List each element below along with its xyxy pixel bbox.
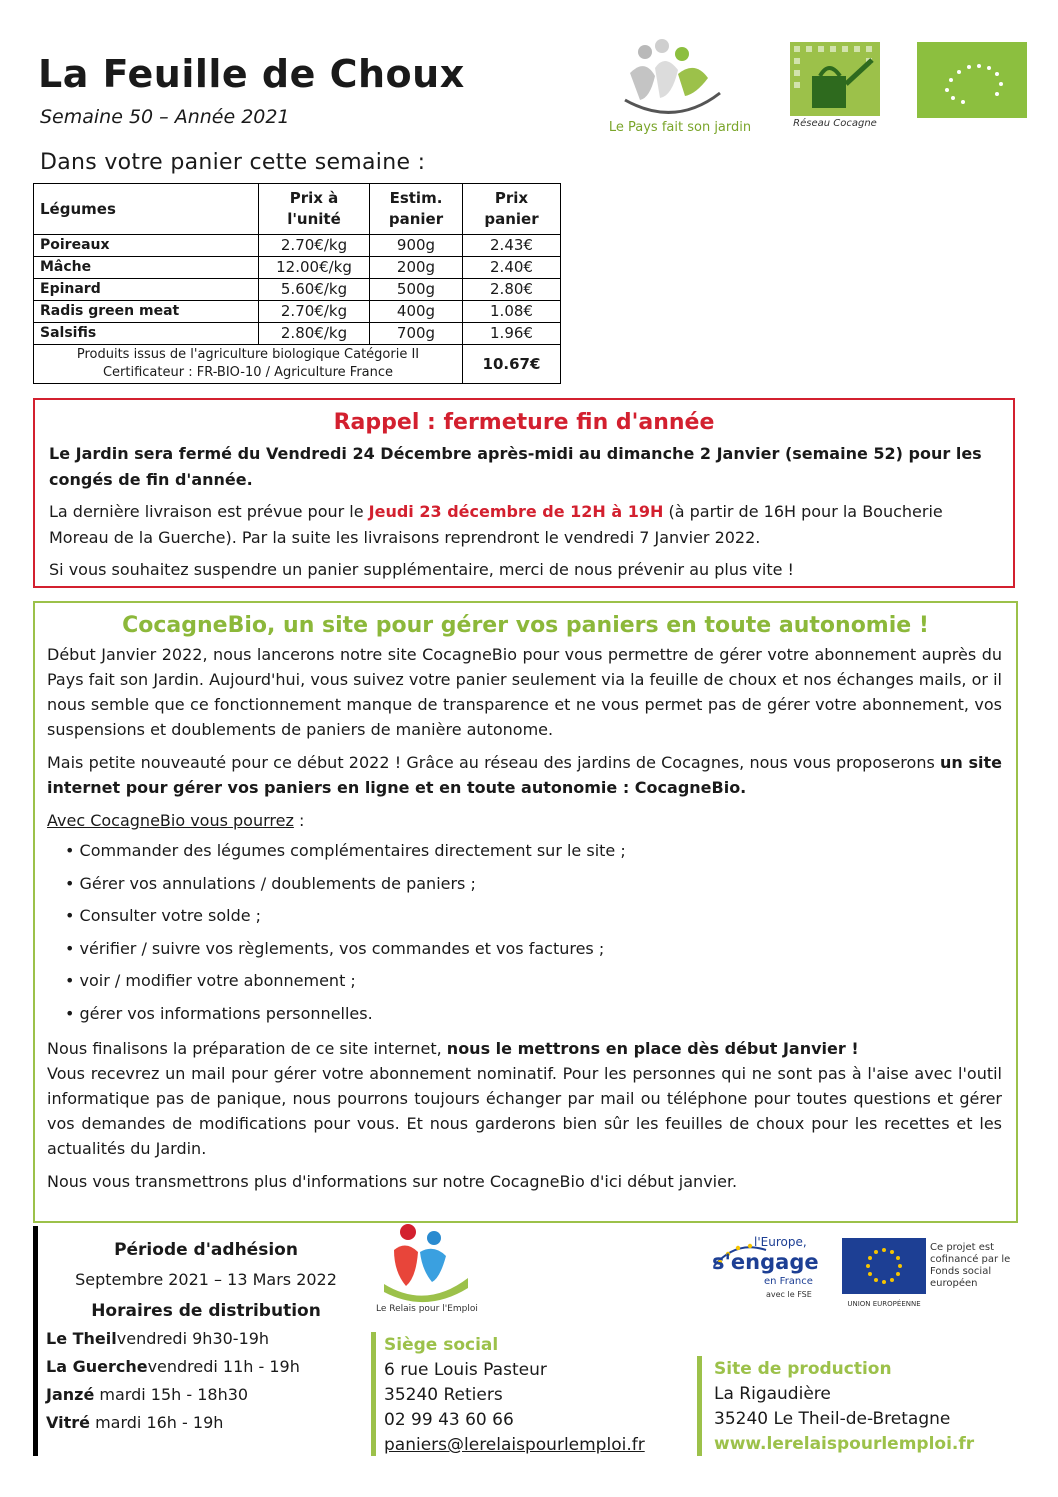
header-estimated-basket: Estim. panier [370, 184, 463, 235]
estimated-weight: 500g [370, 279, 463, 301]
reminder-title: Rappel : fermeture fin d'année [333, 410, 715, 435]
siege-phone: 02 99 43 60 66 [384, 1410, 514, 1430]
vegetable-name: Mâche [34, 257, 259, 279]
site-divider [697, 1356, 702, 1456]
people-figures-icon [376, 1222, 476, 1304]
cocagnebio-title: CocagneBio, un site pour gérer vos paniers en toute autonomie ! [122, 613, 929, 638]
list-item: • Consulter votre solde ; [65, 906, 262, 925]
table-header-row [34, 184, 561, 235]
features-list [65, 835, 1016, 1030]
gardener-figures-icon [600, 38, 760, 120]
list-item: • vérifier / suivre vos règlements, vos commandes et vos factures ; [65, 938, 605, 958]
organic-leaf-icon [917, 42, 1027, 118]
unit-price: 2.70€/kg [259, 301, 370, 323]
header-basket-price: Prix panier [463, 184, 561, 235]
list-item: • Commander des légumes complémentaires directement sur le site ; [65, 841, 626, 860]
vegetable-name: Epinard [34, 279, 259, 301]
list-item: • gérer vos informations personnelles. [65, 1003, 373, 1023]
eu-flag-logo [842, 1238, 926, 1308]
europe-text-1: l'Europe, [754, 1235, 807, 1249]
reminder-delivery-text: La dernière livraison est prévue pour le Jeudi 23 décembre de 12H à 19H (à partir de 16H pour la Boucherie Moreau de la Guerche). Par la suite les livraisons reprendront le vendredi 7 Janvier 2022. [49, 502, 943, 547]
certification-note: Produits issus de l'agriculture biologique Catégorie II Certificateur : FR-BIO-10 / Agriculture France [34, 345, 463, 384]
page-title: La Feuille de Choux [38, 52, 465, 96]
table-row [34, 323, 561, 345]
pays-fait-son-jardin-logo [600, 38, 760, 138]
basket-price: 2.40€ [463, 257, 561, 279]
europe-text-3: en France [764, 1276, 813, 1287]
adhesion-title: Période d'adhésion [114, 1240, 298, 1260]
list-item: • Gérer vos annulations / doublements de paniers ; [65, 873, 476, 893]
schedule-row: Le Theilvendredi 9h30-19h [46, 1329, 270, 1348]
cocagnebio-box [33, 601, 1018, 1223]
basket-total: 10.67€ [463, 345, 561, 384]
pays-logo-caption: Le Pays fait son jardin [608, 120, 752, 135]
table-row [34, 235, 561, 257]
footer-schedule [46, 1240, 366, 1437]
cocagnebio-launch: Nous finalisons la préparation de ce site internet, nous le mettrons en place dès début Janvier ! Vous recevrez un mail pour gérer votre abonnement nominatif. Pour les personnes qui ne sont pas à l'aise avec l'outil informatique pas de panique, nous pourrons toujours échanger par mail ou téléphone pour toutes questions et gérer vos demandes de modifications pour vous. Et nous garderons bien sûr les feuilles de choux pour les recettes et les actualités du Jardin. [47, 1039, 1002, 1158]
cocagnebio-novelty: Mais petite nouveauté pour ce début 2022 ! Grâce au réseau des jardins de Cocagnes, nous vous proposerons un site internet pour gérer vos paniers en ligne et en toute autonomie : CocagneBio. [47, 753, 1002, 797]
site-title: Site de production [714, 1359, 892, 1379]
last-delivery-date: Jeudi 23 décembre de 12H à 19H [368, 502, 664, 521]
vegetable-name: Radis green meat [34, 301, 259, 323]
unit-price: 2.70€/kg [259, 235, 370, 257]
reminder-closure-text: Le Jardin sera fermé du Vendredi 24 Décembre après-midi au dimanche 2 Janvier (semaine 52) pour les congés de fin d'année. [49, 444, 982, 489]
europe-text-2: s'engage [712, 1250, 819, 1274]
closure-reminder-box [33, 398, 1015, 588]
fse-cofinance-text: Ce projet est cofinancé par le Fonds social européen [930, 1242, 1011, 1289]
reminder-suspend-text: Si vous souhaitez suspendre un panier supplémentaire, merci de nous prévenir au plus vite ! [49, 560, 794, 579]
eu-flag-icon [842, 1238, 926, 1294]
vegetable-price-table [33, 183, 561, 384]
estimated-weight: 700g [370, 323, 463, 345]
siege-address: 6 rue Louis Pasteur [384, 1360, 547, 1380]
schedule-row: La Guerchevendredi 11h - 19h [46, 1357, 300, 1376]
header-legumes: Légumes [34, 184, 259, 235]
siege-divider [371, 1332, 376, 1456]
list-item: • voir / modifier votre abonnement ; [65, 971, 356, 990]
table-footer-row [34, 345, 561, 384]
europe-text-4: avec le FSE [766, 1290, 812, 1299]
table-row [34, 301, 561, 323]
site-place: La Rigaudière [714, 1384, 831, 1404]
basket-price: 2.80€ [463, 279, 561, 301]
cocagnebio-intro: Début Janvier 2022, nous lancerons notre site CocagneBio pour vous permettre de gérer votre abonnement auprès du Pays fait son Jardin. Aujourd'hui, vous suivez votre panier seulement via la feuille de choux et nos échanges mails, or il nous semble que ce fonctionnement manque de transparence et ne vous permet pas de gérer votre abonnement, vos suspensions et doublements de paniers de manière autonome. [47, 645, 1002, 739]
unit-price: 12.00€/kg [259, 257, 370, 279]
reseau-cocagne-logo [790, 42, 880, 134]
reseau-logo-caption: Réseau Cocagne [793, 118, 877, 129]
eu-organic-logo [917, 42, 1027, 118]
vegetable-name: Salsifis [34, 323, 259, 345]
europe-sengage-logo [706, 1236, 824, 1306]
basket-heading: Dans votre panier cette semaine : [40, 150, 426, 175]
siege-title: Siège social [384, 1335, 499, 1355]
basket-price: 1.96€ [463, 323, 561, 345]
unit-price: 5.60€/kg [259, 279, 370, 301]
adhesion-dates: Septembre 2021 – 13 Mars 2022 [75, 1270, 337, 1289]
estimated-weight: 400g [370, 301, 463, 323]
siege-social [384, 1333, 645, 1458]
vegetable-name: Poireaux [34, 235, 259, 257]
unit-price: 2.80€/kg [259, 323, 370, 345]
siege-city: 35240 Retiers [384, 1385, 503, 1405]
page-subtitle: Semaine 50 – Année 2021 [40, 106, 290, 128]
estimated-weight: 900g [370, 235, 463, 257]
schedule-row: Janzé mardi 15h - 18h30 [46, 1385, 249, 1404]
table-row [34, 279, 561, 301]
basket-price: 2.43€ [463, 235, 561, 257]
site-city: 35240 Le Theil-de-Bretagne [714, 1409, 951, 1429]
features-intro: Avec CocagneBio vous pourrez : [47, 811, 305, 830]
horaires-title: Horaires de distribution [91, 1301, 321, 1321]
website-link[interactable]: www.lerelaispourlemploi.fr [714, 1434, 975, 1454]
footer-divider [33, 1226, 38, 1456]
siege-email-link[interactable]: paniers@lerelaispourlemploi.fr [384, 1435, 645, 1455]
relais-logo-caption: Le Relais pour l'Emploi [376, 1304, 478, 1314]
table-row [34, 257, 561, 279]
site-production [714, 1357, 974, 1457]
header-unit-price: Prix à l'unité [259, 184, 370, 235]
estimated-weight: 200g [370, 257, 463, 279]
relais-pour-emploi-logo [376, 1222, 506, 1326]
ue-caption: UNION EUROPÉENNE [847, 1300, 921, 1308]
basket-price: 1.08€ [463, 301, 561, 323]
watering-can-icon [790, 42, 880, 116]
schedule-row: Vitré mardi 16h - 19h [46, 1413, 224, 1432]
cocagnebio-more-info: Nous vous transmettrons plus d'informations sur notre CocagneBio d'ici début janvier. [47, 1172, 738, 1191]
